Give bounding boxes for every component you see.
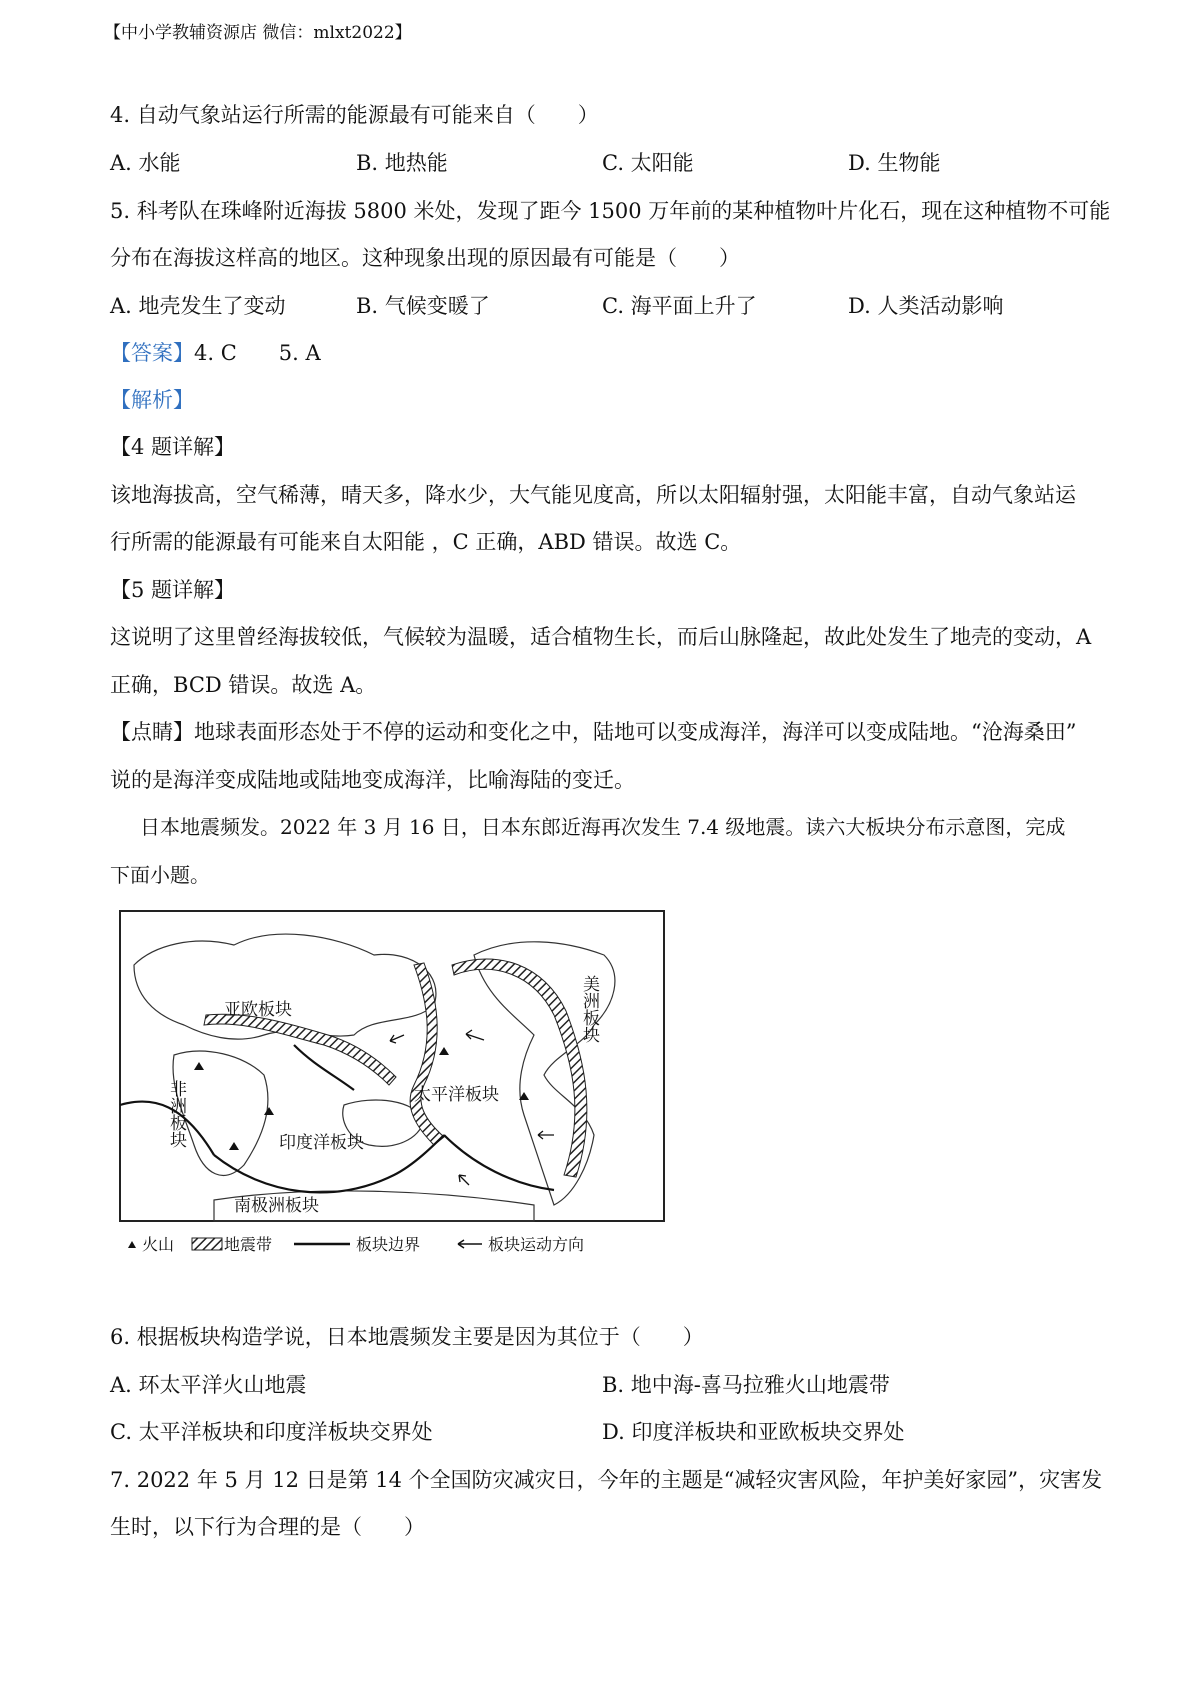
q6-option-a: A. 环太平洋火山地震 (110, 1373, 307, 1397)
d4-line1: 该地海拔高，空气稀薄，晴天多，降水少，大气能见度高，所以太阳辐射强，太阳能丰富，自动气象站运 (110, 483, 1076, 507)
analysis-tag: 【解析】 (110, 388, 194, 412)
map-legend (128, 1235, 584, 1254)
q5-stem-line1: 5. 科考队在珠峰附近海拔 5800 米处，发现了距今 1500 万年前的某种植物叶片化石，现在这种植物不可能 (110, 199, 1111, 223)
intro-line1: 日本地震频发。2022 年 3 月 16 日，日本东郎近海再次发生 7.4 级地震。读六大板块分布示意图，完成 (140, 815, 1066, 839)
tectonic-plate-map (114, 905, 670, 1257)
q4-stem: 4. 自动气象站运行所需的能源最有可能来自（ ） (110, 103, 599, 127)
q5-option-c: C. 海平面上升了 (602, 294, 757, 318)
intro-line2: 下面小题。 (110, 863, 210, 887)
label-american-plate: 美洲板块 (579, 975, 599, 1043)
q4-option-d: D. 生物能 (848, 151, 941, 175)
d5-line1: 这说明了这里曾经海拔较低，气候较为温暖，适合植物生长，而后山脉隆起，故此处发生了地壳的变动，A (110, 625, 1092, 649)
page-header: 【中小学教辅资源店 微信：mlxt2022】 (104, 23, 412, 43)
answer-tag: 【答案】 (110, 341, 194, 365)
legend-seismic-belt: 地震带 (224, 1235, 273, 1254)
tip-line1: 【点睛】地球表面形态处于不停的运动和变化之中，陆地可以变成海洋，海洋可以变成陆地。“沧海桑田” (110, 720, 1077, 744)
tip-line2: 说的是海洋变成陆地或陆地变成海洋，比喻海陆的变迁。 (110, 768, 635, 792)
q5-option-a: A. 地壳发生了变动 (110, 294, 286, 318)
q5-option-d: D. 人类活动影响 (848, 294, 1004, 318)
d5-title: 【5 题详解】 (110, 578, 236, 602)
answer-text: 4. C 5. A (194, 341, 321, 365)
legend-volcano: 火山 (142, 1235, 175, 1254)
label-antarctic-plate: 南极洲板块 (234, 1196, 319, 1216)
q6-option-d: D. 印度洋板块和亚欧板块交界处 (602, 1420, 905, 1444)
label-indian-ocean-plate: 印度洋板块 (279, 1133, 364, 1153)
label-pacific-plate: 太平洋板块 (414, 1085, 499, 1105)
label-eurasian-plate: 亚欧板块 (224, 1000, 292, 1020)
answer-line (110, 338, 321, 368)
label-african-plate: 非洲板块 (166, 1080, 186, 1148)
legend-plate-boundary: 板块边界 (356, 1235, 421, 1254)
legend-motion-direction: 板块运动方向 (488, 1235, 585, 1254)
q6-option-b: B. 地中海-喜马拉雅火山地震带 (602, 1373, 890, 1397)
q5-option-b: B. 气候变暖了 (356, 294, 490, 318)
q6-stem: 6. 根据板块构造学说，日本地震频发主要是因为其位于（ ） (110, 1325, 704, 1349)
q4-option-c: C. 太阳能 (602, 151, 694, 175)
q5-stem-line2: 分布在海拔这样高的地区。这种现象出现的原因最有可能是（ ） (110, 246, 740, 270)
d4-title: 【4 题详解】 (110, 435, 236, 459)
d4-line2: 行所需的能源最有可能来自太阳能 ，C 正确，ABD 错误。故选 C。 (110, 530, 742, 554)
q7-line2: 生时，以下行为合理的是（ ） (110, 1515, 425, 1539)
q6-option-c: C. 太平洋板块和印度洋板块交界处 (110, 1420, 433, 1444)
q4-option-a: A. 水能 (110, 151, 181, 175)
d5-line2: 正确，BCD 错误。故选 A。 (110, 673, 377, 697)
q7-line1: 7. 2022 年 5 月 12 日是第 14 个全国防灾减灾日，今年的主题是“减轻灾害风险，年护美好家园”，灾害发 (110, 1468, 1103, 1492)
q4-option-b: B. 地热能 (356, 151, 448, 175)
